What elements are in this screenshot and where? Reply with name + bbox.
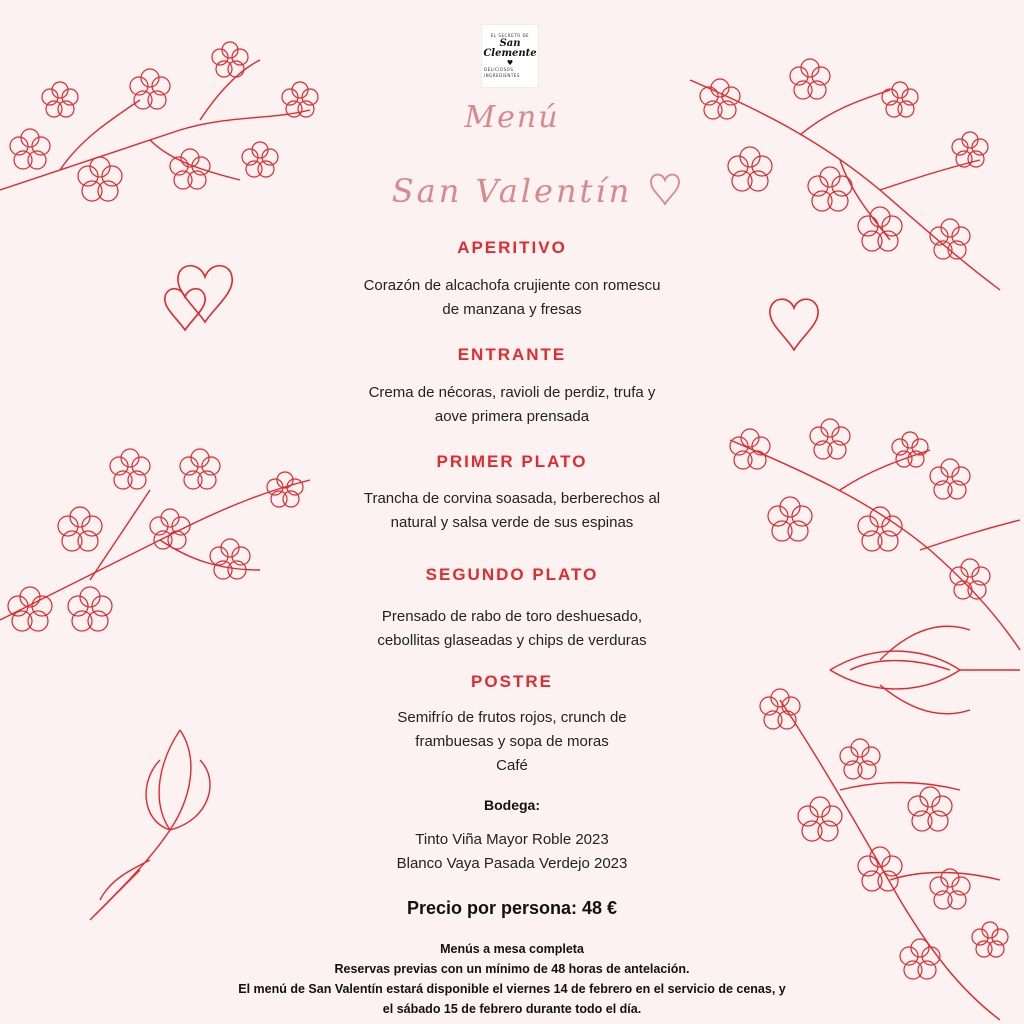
section-heading-primer-plato: PRIMER PLATO	[436, 452, 588, 471]
dish-line: Corazón de alcachofa crujiente con romescu	[363, 277, 661, 294]
dish-segundo-plato	[312, 605, 712, 653]
section-heading-postre: POSTRE	[471, 672, 553, 691]
dish-line: Prensado de rabo de toro deshuesado,	[381, 608, 643, 625]
title-heart-icon	[648, 170, 682, 206]
dish-entrante	[312, 381, 712, 429]
note-line: El menú de San Valentín estará disponible el viernes 14 de febrero en el servicio de cenas, y	[238, 982, 786, 996]
blossom-branch-top-right-icon	[680, 40, 1024, 300]
dish-line: Semifrío de frutos rojos, crunch de	[397, 709, 627, 726]
dish-line: frambuesas y sopa de moras	[415, 733, 609, 750]
menu-title: Menú	[464, 100, 560, 135]
note-line: el sábado 15 de febrero durante todo el día.	[382, 1002, 642, 1016]
logo-brand-name: San Clemente	[483, 38, 537, 59]
bodega-heading: Bodega:	[484, 797, 540, 813]
wine-line: Blanco Vaya Pasada Verdejo 2023	[396, 855, 628, 872]
dish-line: aove primera prensada	[434, 408, 590, 425]
note-line: Menús a mesa completa	[440, 942, 584, 956]
section-heading-aperitivo: APERITIVO	[457, 238, 567, 257]
menu-subtitle: San Valentín	[391, 172, 633, 210]
section-heading-entrante: ENTRANTE	[457, 345, 567, 364]
dish-line: natural y salsa verde de sus espinas	[390, 514, 634, 531]
section-heading-segundo-plato: SEGUNDO PLATO	[425, 565, 599, 584]
logo-top-text: EL SECRETO DE	[490, 33, 530, 38]
price-per-person: Precio por persona: 48 €	[406, 898, 618, 918]
logo-heart-icon: ♥	[506, 59, 514, 67]
booking-notes	[0, 939, 1024, 1019]
note-line: Reservas previas con un mínimo de 48 horas de antelación.	[334, 962, 690, 976]
dish-primer-plato	[312, 487, 712, 535]
dish-line: Café	[496, 757, 528, 774]
dish-line: Trancha de corvina soasada, berberechos al	[363, 490, 661, 507]
wine-line: Tinto Viña Mayor Roble 2023	[415, 831, 609, 848]
dish-line: de manzana y fresas	[442, 301, 582, 318]
dish-postre	[312, 706, 712, 778]
dish-aperitivo	[312, 274, 712, 322]
bodega-wines	[312, 828, 712, 876]
dish-line: Crema de nécoras, ravioli de perdiz, trufa y	[368, 384, 656, 401]
brand-logo	[481, 24, 539, 88]
double-heart-icon	[155, 262, 245, 342]
logo-bottom-text: DELICIOSOS INGREDIENTES	[484, 67, 520, 78]
dish-line: cebollitas glaseadas y chips de verduras	[377, 632, 647, 649]
